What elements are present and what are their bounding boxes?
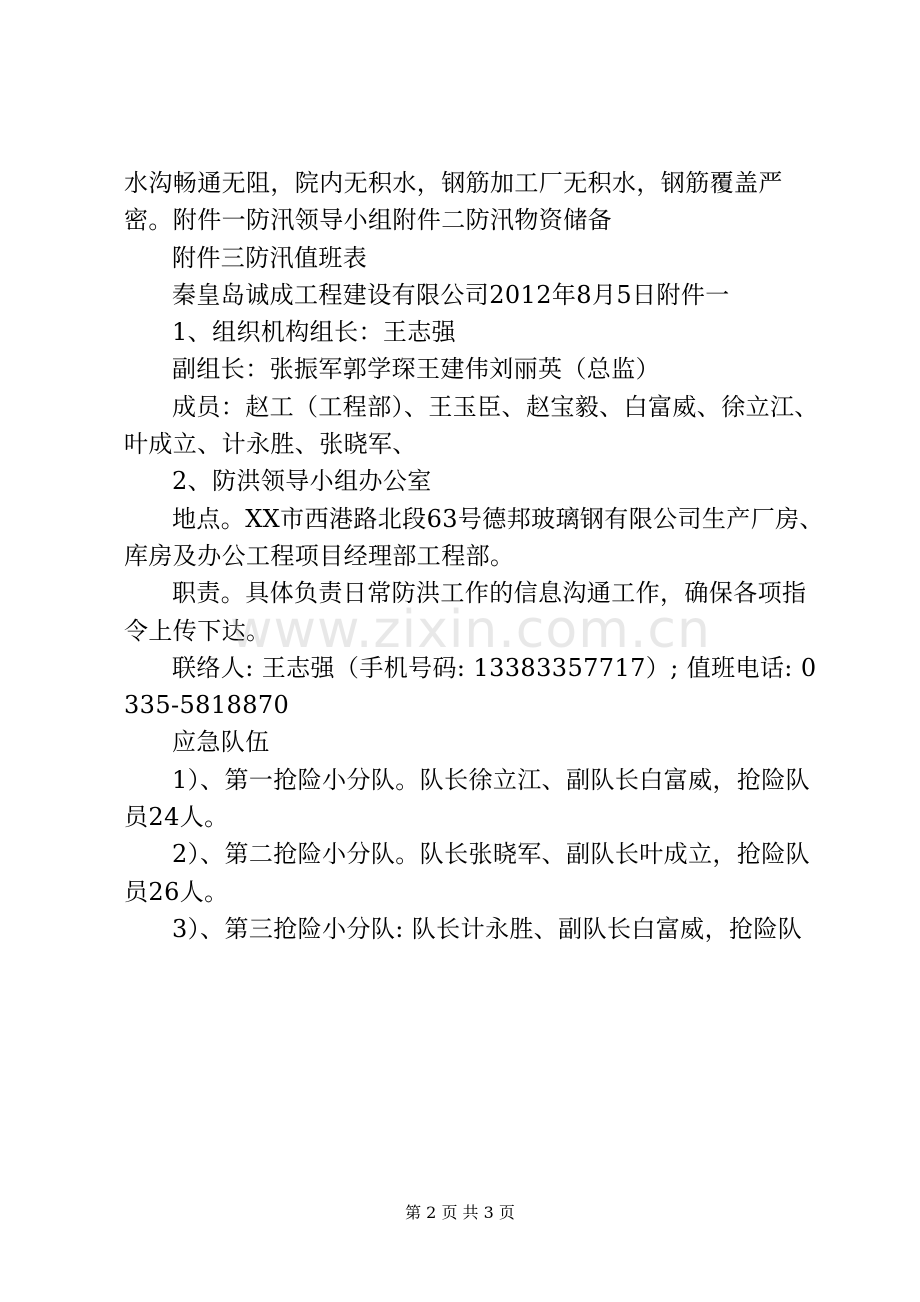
paragraph: 附件三防汛值班表 xyxy=(172,243,368,272)
paragraph: 秦皇岛诚成工程建设有限公司2012年8月5日附件一 xyxy=(172,280,730,309)
paragraph: 2）、第二抢险小分队。队长张晓军、副队长叶成立，抢险队员26人。 xyxy=(124,840,811,906)
paragraph: 职责。具体负责日常防洪工作的信息沟通工作，确保各项指令上传下达。 xyxy=(124,579,807,645)
paragraph: 成员：赵工（工程部）、王玉臣、赵宝毅、白富威、徐立江、叶成立、计永胜、张晓军、 xyxy=(124,392,819,459)
paragraph: 水沟畅通无阻，院内无积水，钢筋加工厂无积水，钢筋覆盖严密。附件一防汛领导小组附件二防汛物资储备 xyxy=(124,169,783,235)
watermark: www.zixin.com.cn xyxy=(230,600,711,660)
paragraph: 应急队伍 xyxy=(172,728,270,757)
paragraph: 地点。XX市西港路北段63号德邦玻璃钢有限公司生产厂房、库房及办公工程项目经理部工程部。 xyxy=(124,504,824,570)
paragraph: 联络人: 王志强（手机号码: 13383357717）; 值班电话: 0335-5818870 xyxy=(124,653,817,720)
page-footer xyxy=(0,1200,920,1223)
paragraph: 3）、第三抢险小分队: 队长计永胜、副队长白富威，抢险队 xyxy=(172,914,803,943)
paragraph: 1）、第一抢险小分队。队长徐立江、副队长白富威，抢险队员24人。 xyxy=(124,765,811,832)
paragraph: 1、组织机构组长：王志强 xyxy=(172,318,457,347)
paragraph: 2、防洪领导小组办公室 xyxy=(172,467,432,496)
page-number-label: 第 2 页 共 3 页 xyxy=(405,1203,515,1222)
paragraph: 副组长：张振军郭学琛王建伟刘丽英（总监） xyxy=(172,355,660,384)
document-body xyxy=(124,165,824,948)
